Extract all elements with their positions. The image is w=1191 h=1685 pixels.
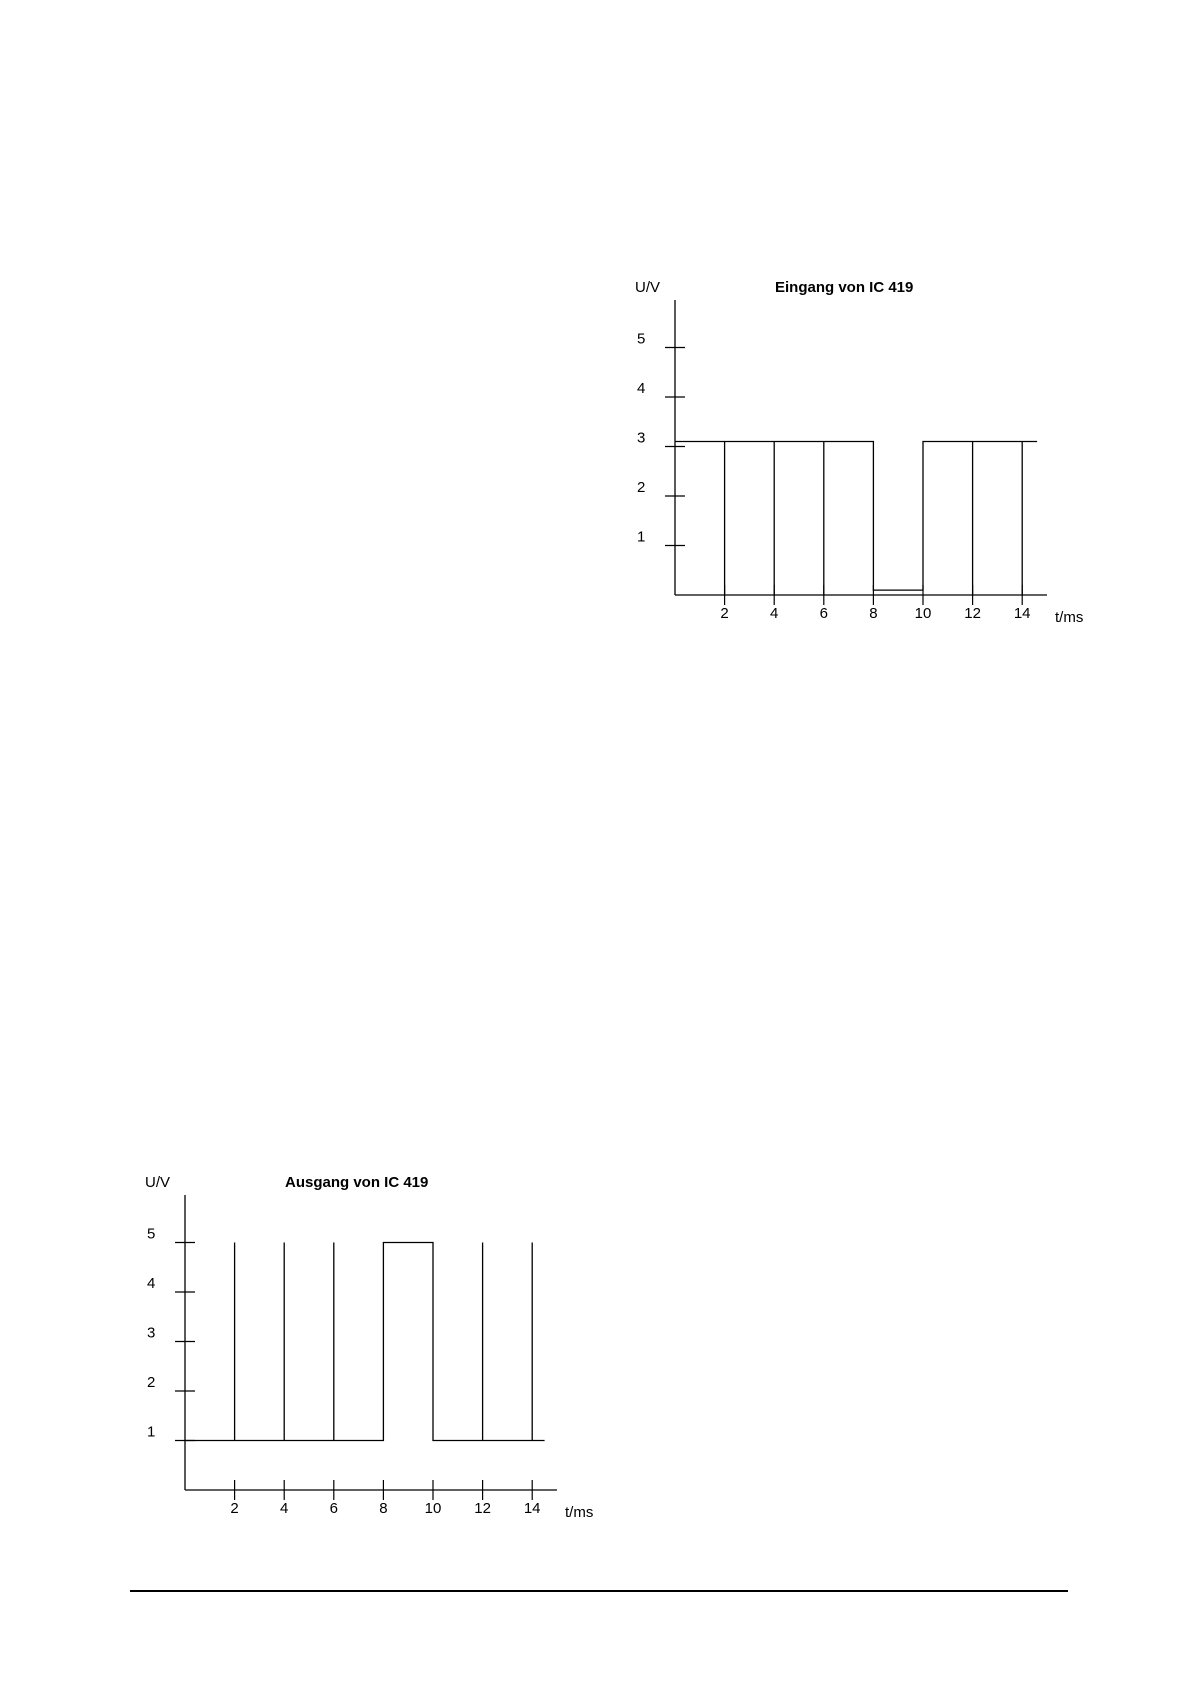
x-tick-label: 4 (280, 1500, 289, 1517)
signal-line (185, 1243, 545, 1441)
x-tick-label: 2 (720, 605, 729, 622)
chart-title: Ausgang von IC 419 (285, 1174, 429, 1191)
y-tick-label: 3 (637, 429, 646, 447)
x-tick-label: 6 (819, 605, 828, 622)
x-axis-label: t/ms (1055, 609, 1084, 626)
chart-eingang (600, 265, 1120, 645)
y-tick-label: 3 (147, 1324, 156, 1342)
y-tick-label: 5 (637, 330, 646, 348)
y-axis-label: U/V (145, 1174, 171, 1191)
y-tick-label: 2 (637, 479, 646, 496)
y-tick-label: 1 (637, 528, 646, 546)
x-tick-label: 2 (230, 1500, 239, 1517)
footer-rule (130, 1590, 1068, 1592)
x-tick-label: 10 (424, 1500, 442, 1517)
y-axis-label: U/V (635, 279, 661, 296)
x-tick-label: 8 (869, 605, 878, 622)
y-tick-label: 5 (147, 1225, 156, 1243)
x-axis-label: t/ms (565, 1504, 594, 1521)
x-tick-label: 14 (523, 1500, 541, 1517)
y-tick-label: 4 (637, 380, 646, 397)
x-tick-label: 10 (914, 605, 932, 622)
x-tick-label: 12 (474, 1500, 491, 1517)
y-tick-label: 1 (147, 1423, 156, 1441)
x-tick-label: 4 (770, 605, 779, 622)
x-tick-label: 14 (1013, 605, 1031, 622)
x-tick-label: 6 (329, 1500, 338, 1517)
x-tick-label: 12 (964, 605, 981, 622)
signal-line (675, 442, 1037, 596)
chart-title: Eingang von IC 419 (775, 279, 914, 296)
y-tick-label: 2 (147, 1374, 156, 1391)
chart-ausgang (110, 1160, 630, 1540)
x-tick-label: 8 (379, 1500, 388, 1517)
y-tick-label: 4 (147, 1275, 156, 1292)
